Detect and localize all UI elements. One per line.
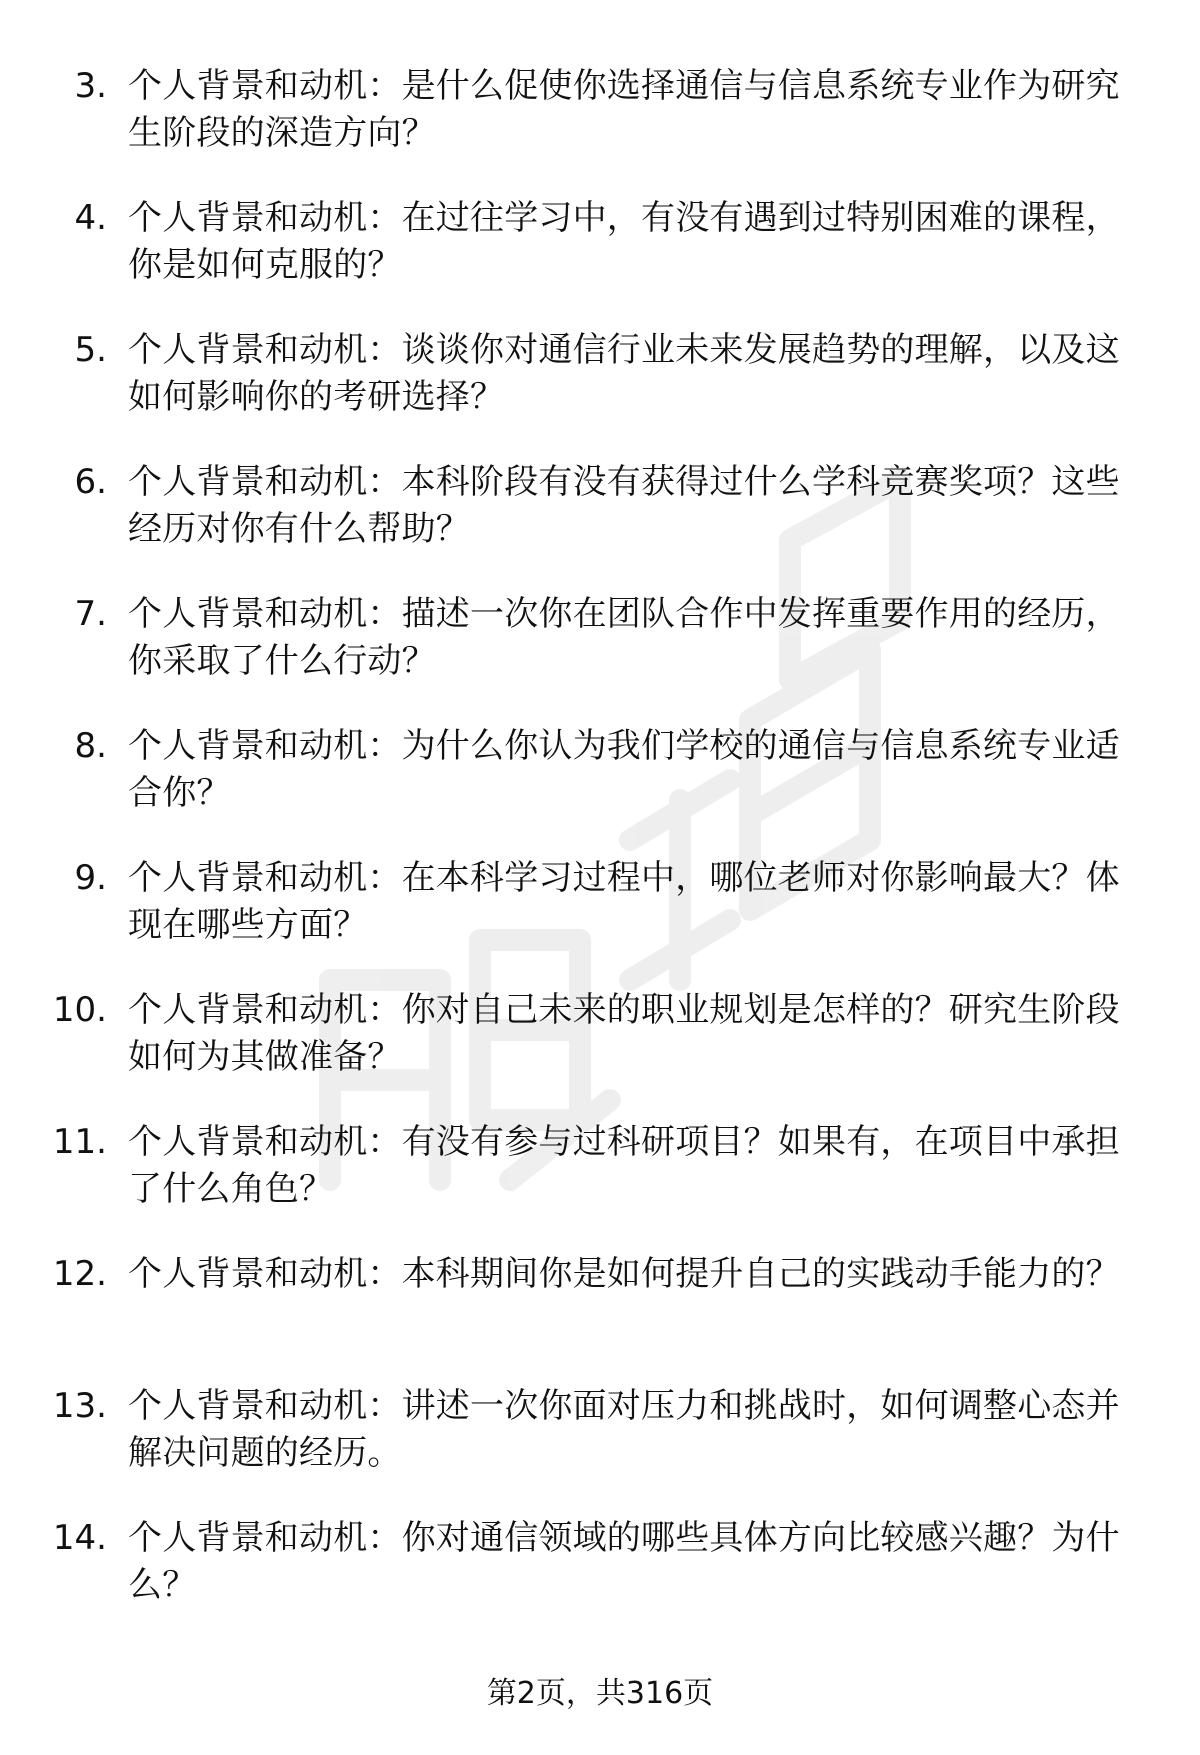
- question-number: 13.: [52, 1386, 107, 1426]
- question-number: 10.: [52, 990, 107, 1030]
- question-number: 9.: [74, 858, 107, 898]
- question-number: 4.: [74, 198, 107, 238]
- question-text: 个人背景和动机：本科阶段有没有获得过什么学科竞赛奖项？这些经历对你有什么帮助？: [128, 462, 1120, 549]
- list-item: [0, 855, 1200, 987]
- question-text: 个人背景和动机：谈谈你对通信行业未来发展趋势的理解，以及这如何影响你的考研选择？: [128, 330, 1120, 417]
- question-number: 11.: [52, 1122, 107, 1162]
- question-text: 个人背景和动机：在过往学习中，有没有遇到过特别困难的课程，你是如何克服的？: [128, 198, 1120, 285]
- list-item: [0, 1515, 1200, 1647]
- list-item: [0, 987, 1200, 1119]
- question-list: [0, 63, 1200, 1647]
- list-item: [0, 459, 1200, 591]
- question-text: 个人背景和动机：有没有参与过科研项目？如果有，在项目中承担了什么角色？: [128, 1122, 1120, 1209]
- question-number: 6.: [74, 462, 107, 502]
- list-item: [0, 723, 1200, 855]
- question-number: 8.: [74, 726, 107, 766]
- question-number: 14.: [52, 1518, 107, 1558]
- list-item: [0, 591, 1200, 723]
- question-text: 个人背景和动机：为什么你认为我们学校的通信与信息系统专业适合你？: [128, 726, 1120, 813]
- list-item: [0, 1119, 1200, 1251]
- question-text: 个人背景和动机：讲述一次你面对压力和挑战时，如何调整心态并解决问题的经历。: [128, 1386, 1120, 1473]
- question-text: 个人背景和动机：你对自己未来的职业规划是怎样的？研究生阶段如何为其做准备？: [128, 990, 1120, 1077]
- list-item: [0, 195, 1200, 327]
- question-number: 5.: [74, 330, 107, 370]
- page-number: 第2页，共316页: [486, 1676, 714, 1711]
- question-number: 7.: [74, 594, 107, 634]
- question-number: 12.: [52, 1254, 107, 1294]
- list-item: [0, 1383, 1200, 1515]
- question-text: 个人背景和动机：本科期间你是如何提升自己的实践动手能力的？: [128, 1254, 1120, 1294]
- question-number: 3.: [74, 66, 107, 106]
- list-item: [0, 327, 1200, 459]
- list-item: [0, 63, 1200, 195]
- list-item: [0, 1251, 1200, 1383]
- question-text: 个人背景和动机：在本科学习过程中，哪位老师对你影响最大？体现在哪些方面？: [128, 858, 1120, 945]
- question-text: 个人背景和动机：描述一次你在团队合作中发挥重要作用的经历，你采取了什么行动？: [128, 594, 1120, 681]
- question-text: 个人背景和动机：是什么促使你选择通信与信息系统专业作为研究生阶段的深造方向？: [128, 66, 1120, 153]
- question-text: 个人背景和动机：你对通信领域的哪些具体方向比较感兴趣？为什么？: [128, 1518, 1120, 1605]
